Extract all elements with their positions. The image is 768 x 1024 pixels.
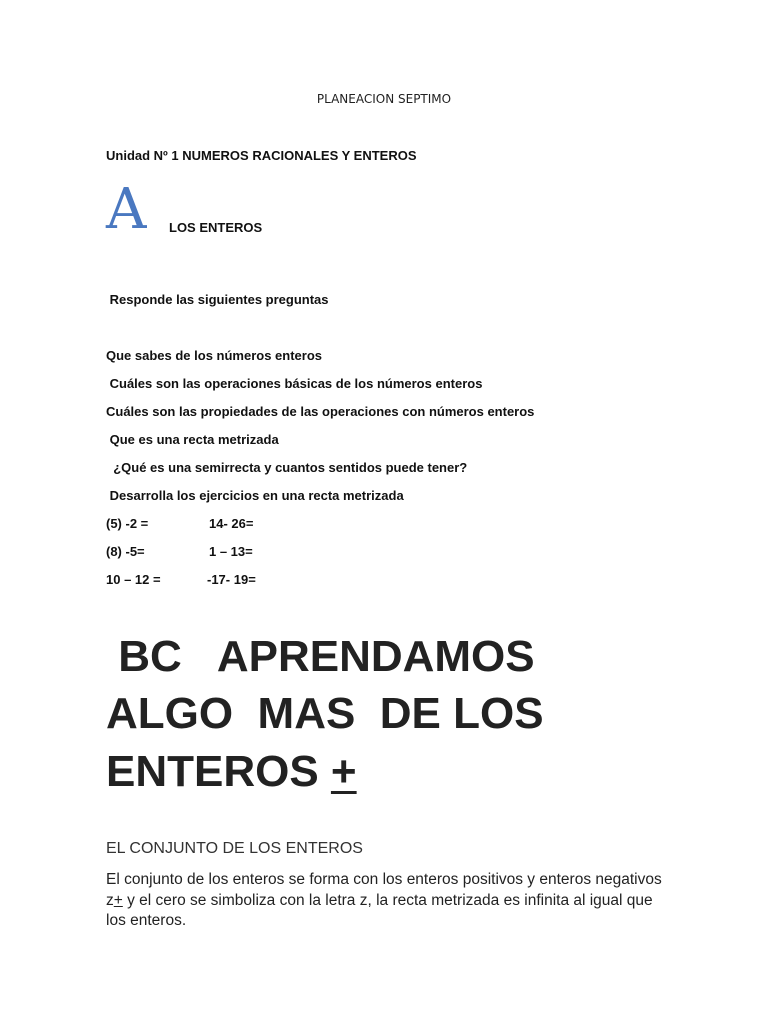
- question-item: Que sabes de los números enteros: [106, 348, 323, 363]
- question-item: Cuáles son las operaciones básicas de los números enteros: [106, 376, 483, 391]
- exercise-right: 14- 26=: [209, 516, 254, 531]
- content-subtitle: EL CONJUNTO DE LOS ENTEROS: [106, 840, 363, 857]
- question-item: Cuáles son las propiedades de las operaciones con números enteros: [106, 404, 535, 419]
- exercise-right: 1 – 13=: [209, 544, 253, 559]
- question-item: Que es una recta metrizada: [106, 432, 279, 447]
- paragraph-text: El conjunto de los enteros se forma con los enteros positivos y enteros negativos z: [106, 871, 662, 909]
- big-heading-line-last: [106, 747, 357, 796]
- exercise-left: (8) -5=: [106, 544, 145, 559]
- exercise-left: (5) -2 =: [106, 516, 149, 531]
- question-item: Desarrolla los ejercicios en una recta metrizada: [106, 488, 404, 503]
- question-item: ¿Qué es una semirrecta y cuantos sentidos puede tener?: [106, 460, 468, 475]
- section-title: LOS ENTEROS: [169, 220, 263, 235]
- unit-title: Unidad Nº 1 NUMEROS RACIONALES Y ENTEROS: [106, 148, 417, 163]
- paragraph-text: y el cero se simboliza con la letra z, la recta metrizada es infinita al igual que los enteros.: [106, 891, 653, 929]
- big-heading-text: ENTEROS: [106, 747, 331, 796]
- big-heading-line: ALGO MAS DE LOS: [106, 689, 544, 738]
- plus-minus-symbol: +: [330, 747, 357, 796]
- paragraph-symbol: +: [113, 891, 123, 909]
- dropcap-letter: A: [106, 177, 147, 242]
- content-paragraph: [106, 870, 666, 932]
- big-heading-line: BC APRENDAMOS: [106, 632, 535, 681]
- exercise-right: -17- 19=: [207, 572, 256, 587]
- document-header: PLANEACION SEPTIMO: [316, 92, 452, 106]
- exercise-left: 10 – 12 =: [106, 572, 161, 587]
- questions-intro: Responde las siguientes preguntas: [106, 292, 329, 307]
